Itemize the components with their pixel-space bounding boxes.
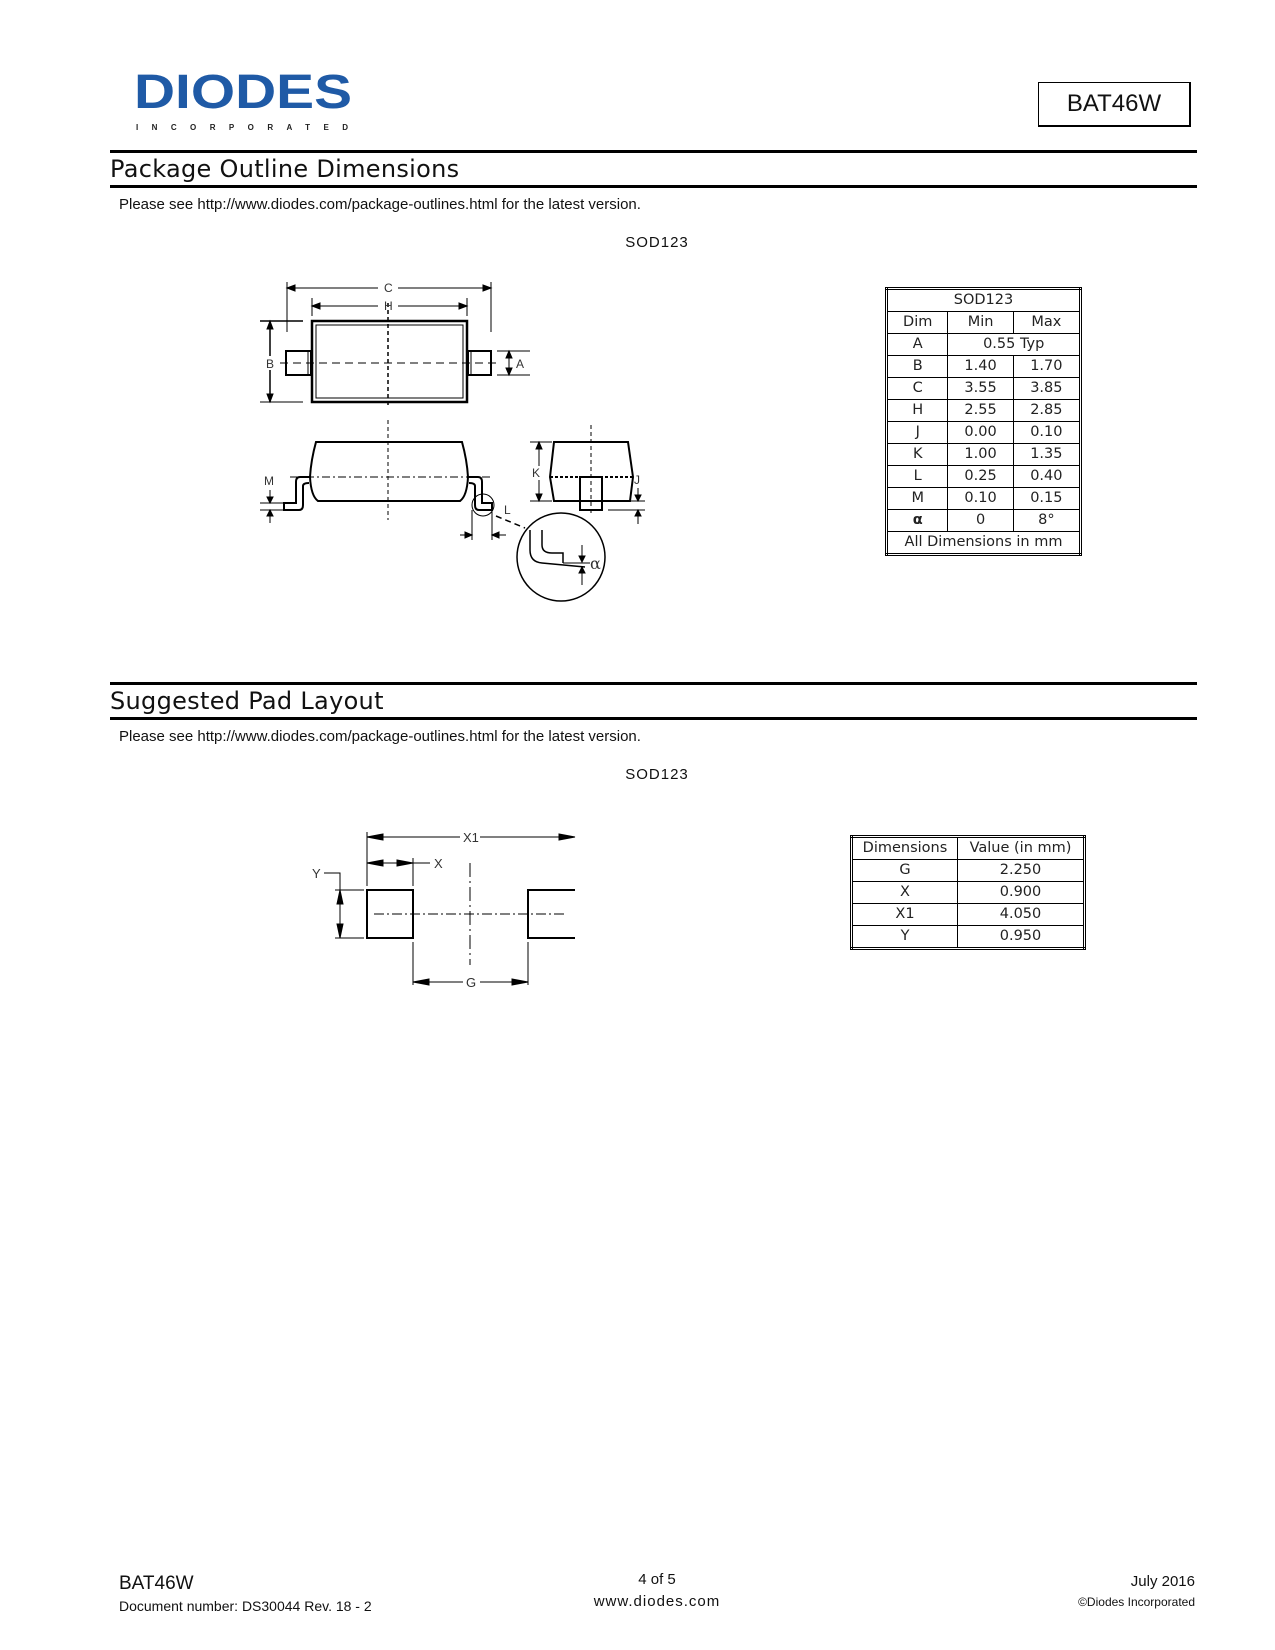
logo-subtext: INCORPORATED — [136, 123, 348, 132]
cell-min: 2.55 — [948, 400, 1013, 422]
cell-dim: M — [887, 488, 948, 510]
table-row — [852, 904, 1085, 926]
col-header: Min — [948, 312, 1013, 334]
label-h: H — [384, 299, 393, 313]
table-row — [852, 926, 1085, 949]
col-header: Value (in mm) — [957, 837, 1084, 860]
cell-typ: 0.55 Typ — [948, 334, 1081, 356]
col-header: Max — [1013, 312, 1080, 334]
table-title: SOD123 — [887, 289, 1081, 312]
package-outline-note: Please see http://www.diodes.com/package-outlines.html for the latest version. — [119, 196, 641, 213]
pad-dimensions-table — [850, 835, 1086, 950]
pad-layout-drawing — [300, 820, 580, 990]
logo-text: DIODES — [134, 66, 352, 119]
table-row — [887, 488, 1081, 510]
label-x1: X1 — [463, 830, 479, 845]
cell-min: 0.25 — [948, 466, 1013, 488]
sod123-dimensions-table — [885, 287, 1082, 556]
cell-min: 1.40 — [948, 356, 1013, 378]
cell-value: 0.950 — [957, 926, 1084, 949]
pad-layout-note: Please see http://www.diodes.com/package-outlines.html for the latest version. — [119, 728, 641, 745]
cell-value: 0.900 — [957, 882, 1084, 904]
label-g: G — [466, 975, 477, 990]
table-row — [852, 882, 1085, 904]
cell-max: 1.70 — [1013, 356, 1080, 378]
label-y: Y — [312, 866, 321, 881]
table-row — [887, 378, 1081, 400]
cell-max: 1.35 — [1013, 444, 1080, 466]
cell-min: 0 — [948, 510, 1013, 532]
footer-website: www.diodes.com — [593, 1593, 721, 1610]
label-l: L — [504, 503, 511, 517]
cell-dim: H — [887, 400, 948, 422]
section-rule — [110, 150, 1197, 153]
table-row — [852, 860, 1085, 882]
section-rule — [110, 717, 1197, 720]
table-row — [887, 334, 1081, 356]
footer-document-number: Document number: DS30044 Rev. 18 - 2 — [119, 1598, 372, 1614]
part-number: BAT46W — [1066, 90, 1162, 117]
cell-max: 0.15 — [1013, 488, 1080, 510]
label-c: C — [384, 281, 393, 295]
label-x: X — [434, 856, 443, 871]
cell-dim: G — [852, 860, 958, 882]
table-row — [887, 400, 1081, 422]
cell-dim: X — [852, 882, 958, 904]
package-outline-drawing — [250, 270, 650, 610]
label-b: B — [266, 357, 275, 371]
section-rule — [110, 185, 1197, 188]
cell-dim: X1 — [852, 904, 958, 926]
col-header: Dim — [887, 312, 948, 334]
col-header: Dimensions — [852, 837, 958, 860]
table-row — [887, 510, 1081, 532]
footer-page-number: 4 of 5 — [638, 1571, 676, 1588]
table-row — [887, 444, 1081, 466]
cell-dim: α — [887, 510, 948, 532]
table-row — [887, 466, 1081, 488]
cell-value: 4.050 — [957, 904, 1084, 926]
cell-dim: J — [887, 422, 948, 444]
table-row — [887, 356, 1081, 378]
cell-max: 2.85 — [1013, 400, 1080, 422]
diodes-logo — [134, 66, 364, 134]
label-a: A — [516, 357, 525, 371]
cell-dim: B — [887, 356, 948, 378]
pad-layout-heading: Suggested Pad Layout — [110, 687, 384, 715]
cell-max: 3.85 — [1013, 378, 1080, 400]
label-j: J — [634, 473, 640, 487]
footer-date: July 2016 — [1130, 1573, 1195, 1590]
table-footer: All Dimensions in mm — [887, 532, 1081, 555]
cell-dim: L — [887, 466, 948, 488]
cell-max: 0.10 — [1013, 422, 1080, 444]
footer-part-number: BAT46W — [119, 1573, 194, 1594]
cell-min: 1.00 — [948, 444, 1013, 466]
footer-copyright: ©Diodes Incorporated — [1078, 1595, 1195, 1609]
cell-min: 0.10 — [948, 488, 1013, 510]
label-m: M — [264, 474, 274, 488]
cell-min: 0.00 — [948, 422, 1013, 444]
package-name: SOD123 — [625, 234, 689, 251]
cell-dim: A — [887, 334, 948, 356]
cell-value: 2.250 — [957, 860, 1084, 882]
cell-dim: K — [887, 444, 948, 466]
cell-dim: Y — [852, 926, 958, 949]
cell-max: 0.40 — [1013, 466, 1080, 488]
cell-max: 8° — [1013, 510, 1080, 532]
part-number-box — [1038, 82, 1191, 127]
cell-min: 3.55 — [948, 378, 1013, 400]
table-row — [887, 422, 1081, 444]
cell-dim: C — [887, 378, 948, 400]
label-k: K — [532, 466, 541, 480]
label-alpha: α — [590, 554, 601, 573]
section-rule — [110, 682, 1197, 685]
package-name: SOD123 — [625, 766, 689, 783]
package-outline-heading: Package Outline Dimensions — [110, 155, 460, 183]
